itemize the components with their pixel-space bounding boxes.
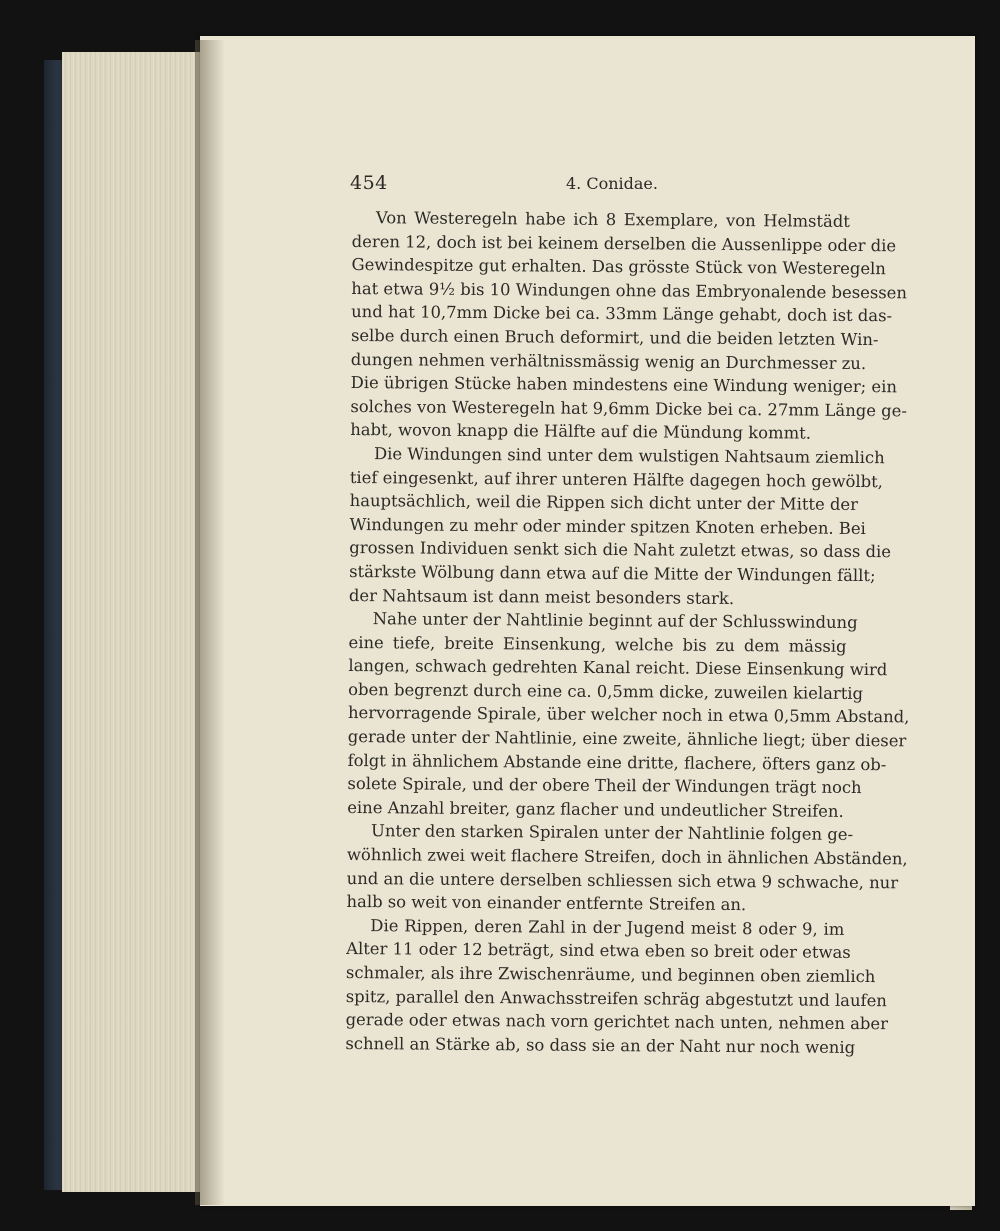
- text-line: Gewindespitze gut erhalten. Das grösste Stück von Westeregeln: [351, 255, 886, 279]
- page-block-edge: [62, 52, 212, 1192]
- text-line: dungen nehmen verhältnissmässig wenig an Durchmesser zu.: [350, 349, 867, 373]
- text-line: Die übrigen Stücke haben mindestens eine Windung weniger; ein: [350, 373, 897, 397]
- text-line: schmaler, als ihre Zwischenräume, und beginnen oben ziemlich: [345, 962, 876, 987]
- text-line: solches von Westeregeln hat 9,6mm Dicke bei ca. 27mm Länge ge-: [350, 396, 908, 421]
- text-line: habt, wovon knapp die Hälfte auf die Mündung kommt.: [350, 420, 812, 443]
- text-line: stärkste Wölbung dann etwa auf die Mitte der Windungen fällt;: [349, 561, 876, 586]
- text-line: wöhnlich zwei weit flachere Streifen, doch in ähnlichen Abständen,: [346, 845, 908, 869]
- text-line: gerade unter der Nahtlinie, eine zweite, ähnliche liegt; über dieser: [347, 727, 907, 751]
- text-line: hat etwa 9½ bis 10 Windungen ohne das Embryonalende besessen: [351, 278, 908, 303]
- page-number: 454: [350, 172, 388, 194]
- text-line: Die Rippen, deren Zahl in der Jugend meist 8 oder 9, im: [370, 915, 845, 939]
- text-line: solete Spirale, und der obere Theil der Windungen trägt noch: [347, 774, 862, 798]
- text-line: grossen Individuen senkt sich die Naht zuletzt etwas, so dass die: [349, 538, 892, 562]
- gutter-shadow: [195, 40, 225, 1205]
- text-line: Windungen zu mehr oder minder spitzen Knoten erheben. Bei: [349, 514, 866, 538]
- text-line: schnell an Stärke ab, so dass sie an der Naht nur noch wenig: [345, 1033, 856, 1057]
- text-line: tief eingesenkt, auf ihrer unteren Hälfte dagegen hoch gewölbt,: [349, 467, 884, 491]
- text-line: Von Westeregeln habe ich 8 Exemplare, von Helmstädt: [375, 208, 850, 231]
- text-line: Die Windungen sind unter dem wulstigen Nahtsaum ziemlich: [373, 444, 885, 468]
- text-line: halb so weit von einander entfernte Streifen an.: [346, 892, 747, 915]
- text-line: Alter 11 oder 12 beträgt, sind etwa eben so breit oder etwas: [346, 939, 851, 963]
- text-line: hervorragende Spirale, über welcher noch in etwa 0,5mm Abstand,: [347, 703, 910, 727]
- text-line: Nahe unter der Nahtlinie beginnt auf der Schlusswindung: [372, 609, 858, 633]
- running-head: 4. Conidae.: [566, 174, 658, 193]
- text-line: und an die untere derselben schliessen sich etwa 9 schwache, nur: [346, 868, 899, 892]
- text-line: eine Anzahl breiter, ganz flacher und undeutlicher Streifen.: [347, 797, 844, 821]
- text-line: gerade oder etwas nach vorn gerichtet nach unten, nehmen aber: [345, 1010, 889, 1034]
- text-line: Unter den starken Spiralen unter der Nahtlinie folgen ge-: [371, 821, 854, 845]
- text-line: folgt in ähnlichem Abstande eine dritte, flachere, öfters ganz ob-: [347, 750, 887, 774]
- text-line: langen, schwach gedrehten Kanal reicht. Diese Einsenkung wird: [348, 656, 888, 680]
- text-line: oben begrenzt durch eine ca. 0,5mm dicke, zuweilen kielartig: [348, 679, 864, 703]
- text-line: spitz, parallel den Anwachsstreifen schräg abgestutzt und laufen: [345, 986, 887, 1010]
- text-line: selbe durch einen Bruch deformirt, und die beiden letzten Win-: [350, 325, 879, 350]
- book-page: [200, 36, 975, 1206]
- text-line: eine tiefe, breite Einsenkung, welche bis zu dem mässig: [348, 632, 847, 656]
- page-header: [350, 172, 850, 196]
- text-line: der Nahtsaum ist dann meist besonders stark.: [348, 585, 735, 608]
- text-line: hauptsächlich, weil die Rippen sich dicht unter der Mitte der: [349, 491, 859, 515]
- text-line: und hat 10,7mm Dicke bei ca. 33mm Länge gehabt, doch ist das-: [351, 302, 893, 326]
- body-text: [345, 206, 910, 1059]
- text-line: deren 12, doch ist bei keinem derselben die Aussenlippe oder die: [351, 231, 897, 255]
